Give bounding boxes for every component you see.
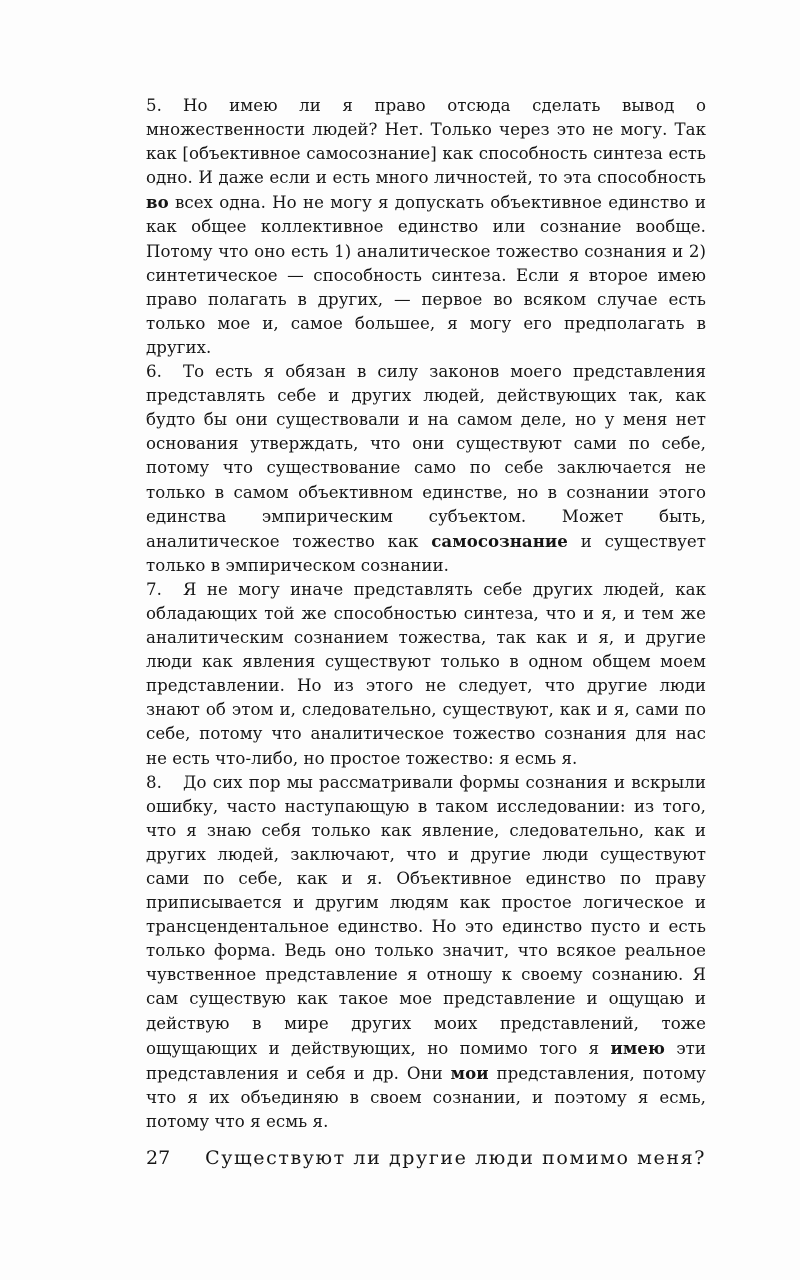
paragraph-number: 7. bbox=[146, 579, 162, 599]
paragraph-number: 6. bbox=[146, 362, 162, 382]
emphasis-text: во bbox=[146, 192, 169, 213]
paragraph-text: эти представления и себя и др. Они bbox=[146, 1038, 707, 1083]
emphasis-text: имею bbox=[610, 1037, 665, 1058]
paragraph-7 bbox=[146, 578, 706, 771]
paragraph-number: 5. bbox=[146, 96, 162, 115]
page-footer bbox=[146, 1147, 706, 1169]
emphasis-text: мои bbox=[450, 1062, 489, 1083]
paragraph-6 bbox=[146, 360, 706, 578]
paragraph-text: До сих пор мы рассматривали формы сознания и вскрыли ошибку, часто наступающую в таком исследовании: из того, что я знаю себя только как явление, следовательно, как и других людей, заключают, что и другие люди существуют сами по себе, как и я. Объективное единство по праву приписывается и другим людям как простое логическое и трансцендентальное единство. Но это единство пусто и есть только форма. Ведь оно только значит, что всякое реальное чувственное представление я отношу к своему сознанию. Я сам существую как такое мое представление и ощущаю и действую в мире других моих представлений, тоже ощущающих и действующих, но помимо того я bbox=[146, 772, 706, 1058]
emphasis-text: самосознание bbox=[431, 530, 568, 551]
running-title: Существуют ли другие люди помимо меня? bbox=[205, 1147, 706, 1169]
paragraph-text: представления, потому что я их объединяю в своем сознании, и поэтому я есмь, потому что я есмь я. bbox=[146, 1063, 706, 1131]
page-number: 27 bbox=[146, 1147, 171, 1169]
paragraph-text: Я не могу иначе представлять себе других людей, как обладающих той же способностью синтеза, что и я, и тем же аналитическим сознанием тожества, так как и я, и другие люди как явления существуют только в одном общем моем представлении. Но из этого не следует, что другие люди знают об этом и, следовательно, существуют, как и я, сами по себе, потому что аналитическое тожество сознания для нас не есть что-либо, но простое тожество: я есмь я. bbox=[146, 579, 706, 768]
paragraph-5 bbox=[146, 94, 706, 360]
paragraph-text: и существует только в эмпирическом сознании. bbox=[146, 531, 706, 575]
paragraph-text: всех одна. Но не могу я допускать объективное единство и как общее коллективное единство или сознание вообще. Потому что оно есть 1) аналитическое тожество сознания и 2) синтетическое — способность синтеза. Если я второе имею право полагать в других, — первое во всяком случае есть только мое и, самое большее, я могу его предполагать в других. bbox=[146, 193, 706, 357]
paragraph-text: То есть я обязан в силу законов моего представления представлять себе и других людей, действующих так, как будто бы они существовали и на самом деле, но у меня нет основания утверждать, что они существуют сами по себе, потому что существование само по себе заключается не только в самом объективном единстве, но в сознании этого единства эмпирическим субъектом. Может быть, аналитическое тожество как bbox=[146, 362, 706, 551]
body-text bbox=[146, 94, 706, 1134]
paragraph-8 bbox=[146, 771, 706, 1134]
paragraph-text: Но имею ли я право отсюда сделать вывод о множественности людей? Нет. Только через это не могу. Так как [объективное самосознание] как способность синтеза есть одно. И даже если и есть много личностей, то эта способность bbox=[146, 96, 706, 188]
paragraph-number: 8. bbox=[146, 772, 162, 792]
